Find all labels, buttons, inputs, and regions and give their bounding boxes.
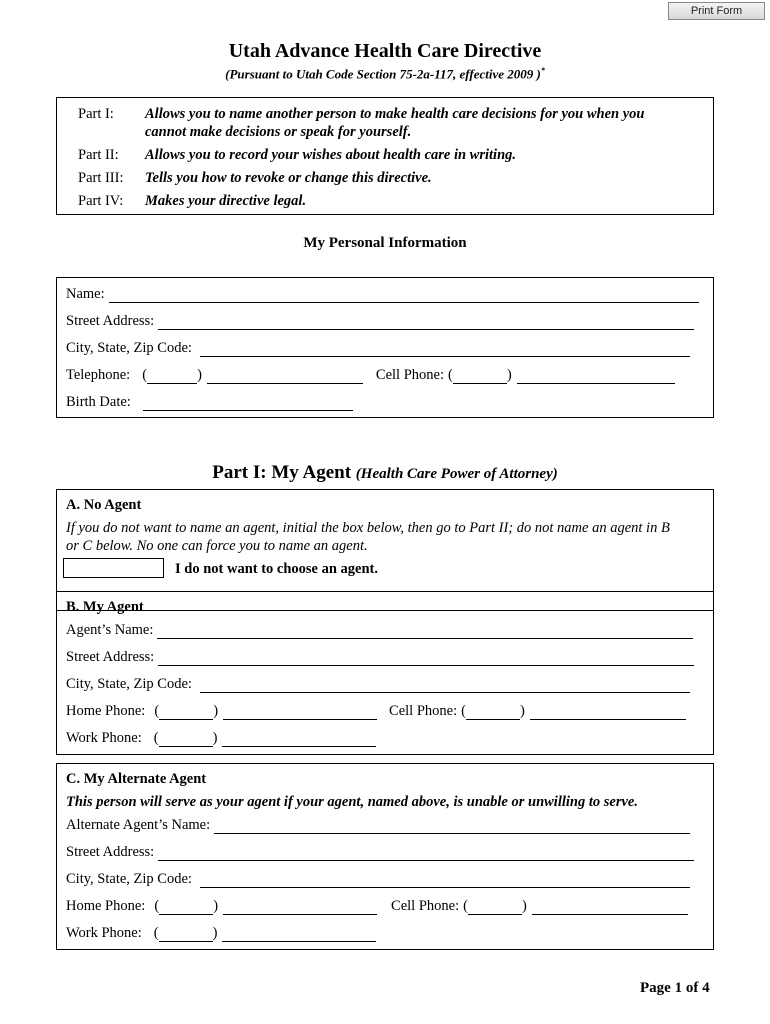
alt-home-area-field[interactable] — [159, 901, 213, 915]
agent-name-row — [66, 621, 693, 639]
alt-phone-row — [66, 897, 688, 915]
agent-cell-area-field[interactable] — [466, 706, 520, 720]
birth-date-field[interactable] — [143, 397, 353, 411]
alt-street-field[interactable] — [158, 847, 694, 861]
alt-work-phone-label: Work Phone: — [66, 925, 142, 941]
cell-field[interactable] — [517, 370, 675, 384]
alternate-agent-instructions: This person will serve as your agent if your agent, named above, is unable or unwilling to serve. — [66, 794, 638, 810]
my-agent-heading: B. My Agent — [66, 599, 144, 615]
street-field[interactable] — [158, 316, 694, 330]
part1-title-sub: (Health Care Power of Attorney) — [355, 466, 558, 482]
agent-cell-field[interactable] — [530, 706, 686, 720]
no-agent-instructions-1: If you do not want to name an agent, initial the box below, then go to Part II; do not name an agent in B — [66, 520, 670, 536]
page-subtitle: (Pursuant to Utah Code Section 75-2a-117, effective 2009 )* — [225, 66, 545, 82]
part-label: Part II: — [78, 147, 119, 163]
agent-home-phone-field[interactable] — [223, 706, 377, 720]
agent-cell-label: Cell Phone: — [389, 703, 458, 719]
alt-name-row — [66, 816, 690, 834]
agent-name-field[interactable] — [157, 625, 693, 639]
agent-work-phone-field[interactable] — [222, 733, 376, 747]
cell-area-close: ) — [521, 898, 527, 914]
alt-work-area-field[interactable] — [159, 928, 213, 942]
alt-cell-area-field[interactable] — [468, 901, 522, 915]
alt-name-label: Alternate Agent’s Name: — [66, 817, 211, 833]
agent-street-label: Street Address: — [66, 649, 155, 665]
print-form-button[interactable]: Print Form — [668, 2, 765, 20]
cell-label: Cell Phone: — [375, 367, 444, 383]
cell-area-open: ( — [461, 703, 466, 719]
agent-work-area-field[interactable] — [159, 733, 213, 747]
part-label: Part IV: — [78, 193, 124, 209]
area-close: ) — [213, 898, 219, 914]
part-row-2 — [78, 147, 516, 164]
page-title: Utah Advance Health Care Directive — [228, 40, 542, 62]
part-description: Tells you how to revoke or change this directive. — [145, 170, 432, 186]
telephone-label: Telephone: — [66, 367, 131, 383]
street-label: Street Address: — [66, 313, 155, 329]
agent-home-phone-label: Home Phone: — [66, 703, 146, 719]
telephone-field[interactable] — [207, 370, 363, 384]
cell-area-field[interactable] — [453, 370, 507, 384]
area-open: ( — [154, 898, 160, 914]
city-label: City, State, Zip Code: — [66, 340, 192, 356]
name-label: Name: — [66, 286, 105, 302]
area-close: ) — [212, 925, 218, 941]
area-open: ( — [154, 703, 160, 719]
part-row-1 — [78, 106, 645, 123]
alt-home-phone-label: Home Phone: — [66, 898, 146, 914]
alternate-agent-heading: C. My Alternate Agent — [66, 771, 207, 787]
no-agent-initial-box[interactable] — [63, 558, 164, 578]
part-row-4 — [78, 193, 306, 210]
page-number: Page 1 of 4 — [640, 980, 710, 996]
name-field[interactable] — [109, 289, 699, 303]
part-description-cont: cannot make decisions or speak for yourself. — [145, 124, 412, 140]
part-description: Allows you to record your wishes about health care in writing. — [145, 147, 517, 163]
agent-work-phone-label: Work Phone: — [66, 730, 142, 746]
agent-city-label: City, State, Zip Code: — [66, 676, 192, 692]
area-open: ( — [142, 367, 148, 383]
part-description: Allows you to name another person to make health care decisions for you when you — [145, 106, 645, 122]
personal-name-row — [66, 285, 699, 303]
agent-city-row — [66, 675, 690, 693]
part-row-3 — [78, 170, 432, 187]
alt-street-row — [66, 843, 694, 861]
cell-area-close: ) — [506, 367, 512, 383]
alt-cell-label: Cell Phone: — [391, 898, 460, 914]
alt-city-row — [66, 870, 690, 888]
alt-street-label: Street Address: — [66, 844, 155, 860]
agent-street-row — [66, 648, 694, 666]
area-close: ) — [213, 703, 219, 719]
cell-area-open: ( — [463, 898, 468, 914]
personal-city-row — [66, 339, 690, 357]
personal-phone-row — [66, 366, 675, 384]
agent-name-label: Agent’s Name: — [66, 622, 154, 638]
city-field[interactable] — [200, 343, 690, 357]
part-label: Part III: — [78, 170, 124, 186]
footnote-mark: * — [540, 66, 545, 75]
alt-city-label: City, State, Zip Code: — [66, 871, 192, 887]
personal-birth-row — [66, 393, 353, 411]
agent-home-area-field[interactable] — [159, 706, 213, 720]
part-label: Part I: — [78, 106, 114, 122]
agent-work-row — [66, 729, 376, 747]
part1-title: Part I: My Agent (Health Care Power of Attorney) — [212, 462, 558, 483]
alt-work-phone-field[interactable] — [222, 928, 376, 942]
personal-info-heading: My Personal Information — [303, 235, 467, 251]
no-agent-instructions-2: or C below. No one can force you to name an agent. — [66, 538, 368, 554]
no-agent-heading: A. No Agent — [66, 497, 142, 513]
alt-name-field[interactable] — [214, 820, 690, 834]
alt-work-row — [66, 924, 376, 942]
agent-phone-row — [66, 702, 686, 720]
birth-label: Birth Date: — [66, 394, 131, 410]
alt-cell-field[interactable] — [532, 901, 688, 915]
no-agent-checkbox-label: I do not want to choose an agent. — [175, 561, 379, 577]
telephone-area-field[interactable] — [147, 370, 197, 384]
cell-area-open: ( — [447, 367, 453, 383]
area-close: ) — [212, 730, 218, 746]
agent-street-field[interactable] — [158, 652, 694, 666]
personal-street-row — [66, 312, 694, 330]
alt-home-phone-field[interactable] — [223, 901, 377, 915]
area-open: ( — [153, 730, 159, 746]
area-open: ( — [153, 925, 159, 941]
part-description: Makes your directive legal. — [145, 193, 307, 209]
alt-city-field[interactable] — [200, 874, 690, 888]
area-close: ) — [197, 367, 202, 383]
cell-area-close: ) — [519, 703, 525, 719]
agent-city-field[interactable] — [200, 679, 690, 693]
